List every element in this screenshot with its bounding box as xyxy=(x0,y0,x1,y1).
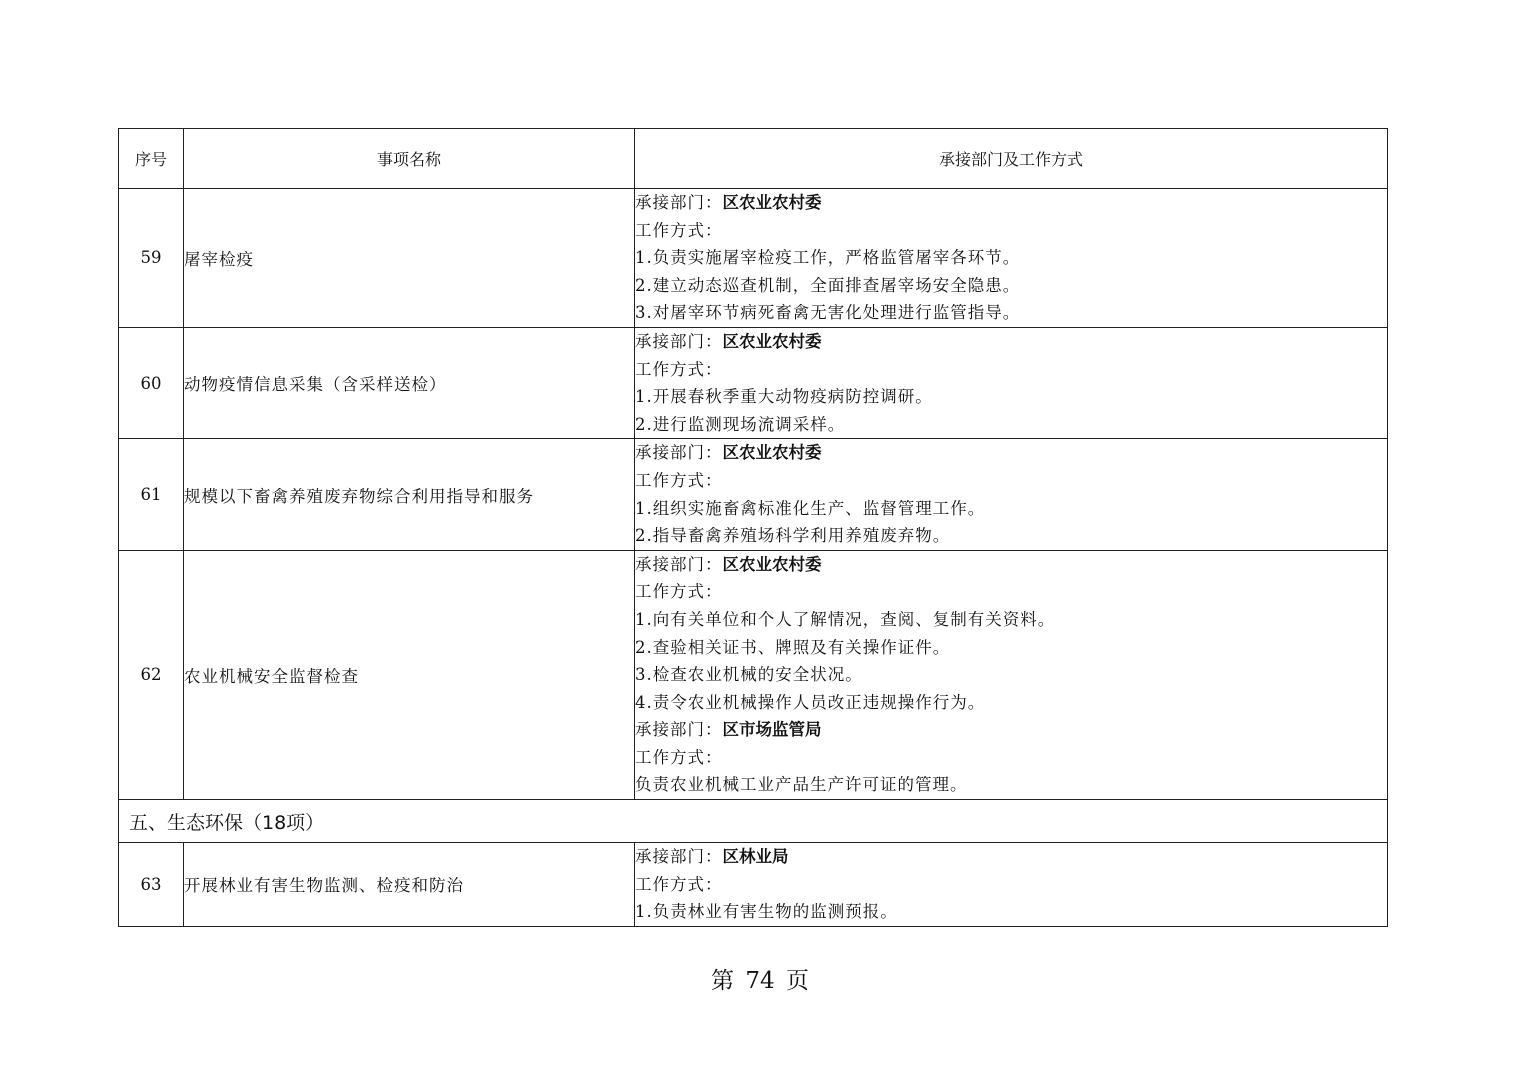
method-item: 2.查验相关证书、牌照及有关操作证件。 xyxy=(635,637,951,657)
method-label: 工作方式： xyxy=(635,874,723,894)
dept-line: 承接部门：区农业农村委 xyxy=(635,554,822,574)
dept-line: 承接部门：区市场监管局 xyxy=(635,720,822,740)
dept-line: 承接部门：区农业农村委 xyxy=(635,443,822,463)
method-item: 1.组织实施畜禽标准化生产、监督管理工作。 xyxy=(635,498,986,518)
method-label: 工作方式： xyxy=(635,582,723,602)
dept-name: 区农业农村委 xyxy=(722,331,822,351)
section-title: 五、生态环保（18项） xyxy=(119,800,1388,843)
table-header-row xyxy=(119,129,1388,189)
header-detail: 承接部门及工作方式 xyxy=(635,129,1388,189)
method-label: 工作方式： xyxy=(635,220,723,240)
row-name: 规模以下畜禽养殖废弃物综合利用指导和服务 xyxy=(184,439,635,550)
method-label: 工作方式： xyxy=(635,747,723,767)
table-row xyxy=(119,550,1388,799)
method-item: 1.负责实施屠宰检疫工作，严格监管屠宰各环节。 xyxy=(635,248,1021,268)
row-name: 动物疫情信息采集（含采样送检） xyxy=(184,327,635,438)
row-name: 开展林业有害生物监测、检疫和防治 xyxy=(184,843,635,927)
method-item: 4.责令农业机械操作人员改正违规操作行为。 xyxy=(635,692,986,712)
header-name: 事项名称 xyxy=(184,129,635,189)
row-number: 63 xyxy=(119,843,184,927)
method-item: 负责农业机械工业产品生产许可证的管理。 xyxy=(635,775,968,795)
row-number: 62 xyxy=(119,550,184,799)
row-detail xyxy=(635,550,1388,799)
row-detail xyxy=(635,843,1388,927)
dept-name: 区市场监管局 xyxy=(722,720,822,740)
row-detail xyxy=(635,189,1388,328)
method-item: 1.向有关单位和个人了解情况，查阅、复制有关资料。 xyxy=(635,609,1056,629)
dept-name: 区农业农村委 xyxy=(722,554,822,574)
dept-name: 区农业农村委 xyxy=(722,193,822,212)
method-item: 3.对屠宰环节病死畜禽无害化处理进行监管指导。 xyxy=(635,303,1021,323)
items-table xyxy=(118,128,1388,927)
row-number: 61 xyxy=(119,439,184,550)
dept-line: 承接部门：区农业农村委 xyxy=(635,331,822,351)
section-row xyxy=(119,800,1388,843)
method-item: 1.负责林业有害生物的监测预报。 xyxy=(635,902,898,922)
method-item: 2.进行监测现场流调采样。 xyxy=(635,414,846,434)
method-item: 1.开展春秋季重大动物疫病防控调研。 xyxy=(635,387,933,407)
table-row xyxy=(119,189,1388,328)
dept-line: 承接部门：区林业局 xyxy=(635,847,789,867)
dept-name: 区农业农村委 xyxy=(722,443,822,463)
row-name: 屠宰检疫 xyxy=(184,189,635,328)
row-detail xyxy=(635,327,1388,438)
dept-name: 区林业局 xyxy=(722,847,789,867)
row-name: 农业机械安全监督检查 xyxy=(184,550,635,799)
page-suffix: 页 xyxy=(785,968,809,994)
page-prefix: 第 xyxy=(711,968,735,994)
method-label: 工作方式： xyxy=(635,359,723,379)
dept-line: 承接部门：区农业农村委 xyxy=(635,193,822,212)
table-row xyxy=(119,843,1388,927)
method-item: 3.检查农业机械的安全状况。 xyxy=(635,665,863,685)
header-number: 序号 xyxy=(119,129,184,189)
table-row xyxy=(119,439,1388,550)
row-number: 60 xyxy=(119,327,184,438)
table-row xyxy=(119,327,1388,438)
page-footer xyxy=(0,962,1520,995)
method-item: 2.建立动态巡查机制，全面排查屠宰场安全隐患。 xyxy=(635,275,1021,295)
row-number: 59 xyxy=(119,189,184,328)
page-number: 74 xyxy=(745,968,775,994)
method-item: 2.指导畜禽养殖场科学利用养殖废弃物。 xyxy=(635,526,951,546)
row-detail xyxy=(635,439,1388,550)
method-label: 工作方式： xyxy=(635,470,723,490)
